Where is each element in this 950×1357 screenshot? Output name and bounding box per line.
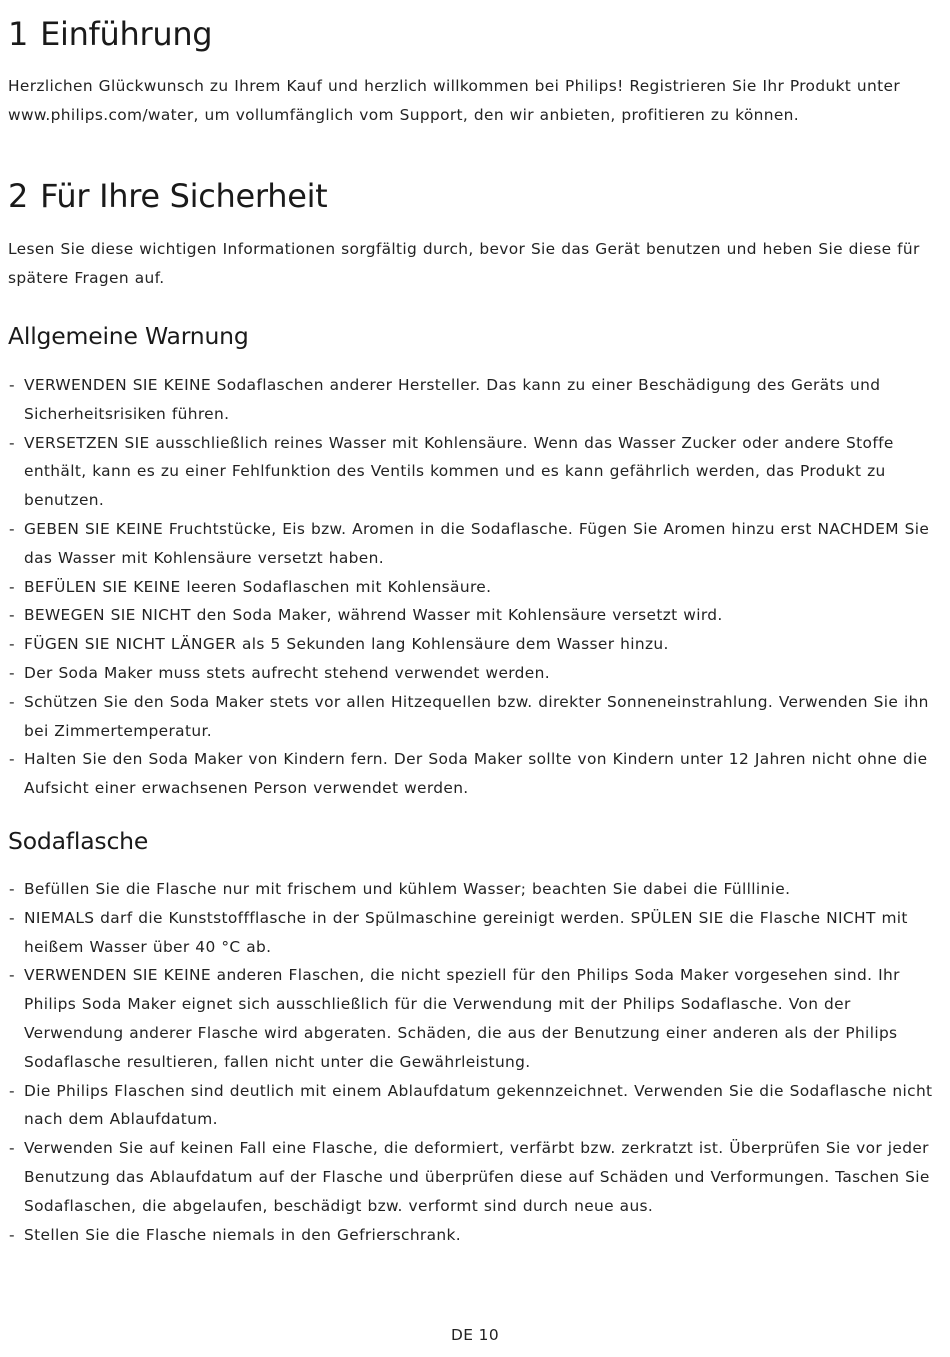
list-item: - FÜGEN SIE NICHT LÄNGER als 5 Sekunden lang Kohlensäure dem Wasser hinzu.	[8, 630, 945, 659]
list-item: - GEBEN SIE KEINE Fruchtstücke, Eis bzw. Aromen in die Sodaflasche. Fügen Sie Aromen hinzu erst NACHDEM Sie das Wasser mit Kohlensäure versetzt haben.	[8, 515, 945, 573]
section-number: 2	[8, 177, 29, 215]
list-item: - Die Philips Flaschen sind deutlich mit einem Ablaufdatum gekennzeichnet. Verwenden Sie die Sodaflasche nicht nach dem Ablaufdatum.	[8, 1077, 948, 1135]
section-heading-safety	[8, 176, 327, 216]
subheading-soda-bottle: Sodaflasche	[8, 827, 149, 855]
introduction-paragraph: Herzlichen Glückwunsch zu Ihrem Kauf und herzlich willkommen bei Philips! Registrieren Sie Ihr Produkt unter www.philips.com/water, um vollumfänglich vom Support, den wir anbieten, profitieren zu können.	[8, 77, 901, 124]
list-item: - Befüllen Sie die Flasche nur mit frischem und kühlem Wasser; beachten Sie dabei die Fülllinie.	[8, 875, 948, 904]
soda-bottle-list	[8, 875, 948, 1249]
list-item: - Stellen Sie die Flasche niemals in den Gefrierschrank.	[8, 1221, 948, 1250]
list-item: - VERSETZEN SIE ausschließlich reines Wasser mit Kohlensäure. Wenn das Wasser Zucker oder andere Stoffe enthält, kann es zu einer Fehlfunktion des Ventils kommen und es kann gefährlich werden, das Produkt zu benutzen.	[8, 429, 945, 515]
safety-paragraph: Lesen Sie diese wichtigen Informationen sorgfältig durch, bevor Sie das Gerät benutzen und heben Sie diese für spätere Fragen auf.	[8, 240, 920, 287]
subheading-general-warning: Allgemeine Warnung	[8, 322, 249, 350]
list-item: - Schützen Sie den Soda Maker stets vor allen Hitzequellen bzw. direkter Sonneneinstrahlung. Verwenden Sie ihn bei Zimmertemperatur.	[8, 688, 945, 746]
list-item: - VERWENDEN SIE KEINE anderen Flaschen, die nicht speziell für den Philips Soda Maker vorgesehen sind. Ihr Philips Soda Maker eignet sich ausschließlich für die Verwendung mit der Philips Sodaflasche. Von der Verwendung anderer Flasche wird abgeraten. Schäden, die aus der Benutzung einer anderen als der Philips Sodaflasche resultieren, fallen nicht unter die Gewährleistung.	[8, 961, 948, 1076]
general-warning-list	[8, 371, 945, 803]
page-number: DE 10	[450, 1326, 500, 1344]
list-item: - Der Soda Maker muss stets aufrecht stehend verwendet werden.	[8, 659, 945, 688]
section-title: Für Ihre Sicherheit	[40, 177, 328, 215]
list-item: - Verwenden Sie auf keinen Fall eine Flasche, die deformiert, verfärbt bzw. zerkratzt ist. Überprüfen Sie vor jeder Benutzung das Ablaufdatum auf der Flasche und überprüfen diese auf Schäden und Verformungen. Taschen Sie Sodaflaschen, die abgelaufen, beschädigt bzw. verformt sind durch neue aus.	[8, 1134, 948, 1220]
section-title: Einführung	[40, 15, 213, 53]
section-number: 1	[8, 15, 29, 53]
list-item: - VERWENDEN SIE KEINE Sodaflaschen anderer Hersteller. Das kann zu einer Beschädigung des Geräts und Sicherheitsrisiken führen.	[8, 371, 945, 429]
list-item: - BEWEGEN SIE NICHT den Soda Maker, während Wasser mit Kohlensäure versetzt wird.	[8, 601, 945, 630]
list-item: - Halten Sie den Soda Maker von Kindern fern. Der Soda Maker sollte von Kindern unter 12 Jahren nicht ohne die Aufsicht einer erwachsenen Person verwendet werden.	[8, 745, 945, 803]
list-item: - NIEMALS darf die Kunststoffflasche in der Spülmaschine gereinigt werden. SPÜLEN SIE die Flasche NICHT mit heißem Wasser über 40 °C ab.	[8, 904, 948, 962]
section-heading-introduction	[8, 14, 212, 54]
list-item: - BEFÜLEN SIE KEINE leeren Sodaflaschen mit Kohlensäure.	[8, 573, 945, 602]
